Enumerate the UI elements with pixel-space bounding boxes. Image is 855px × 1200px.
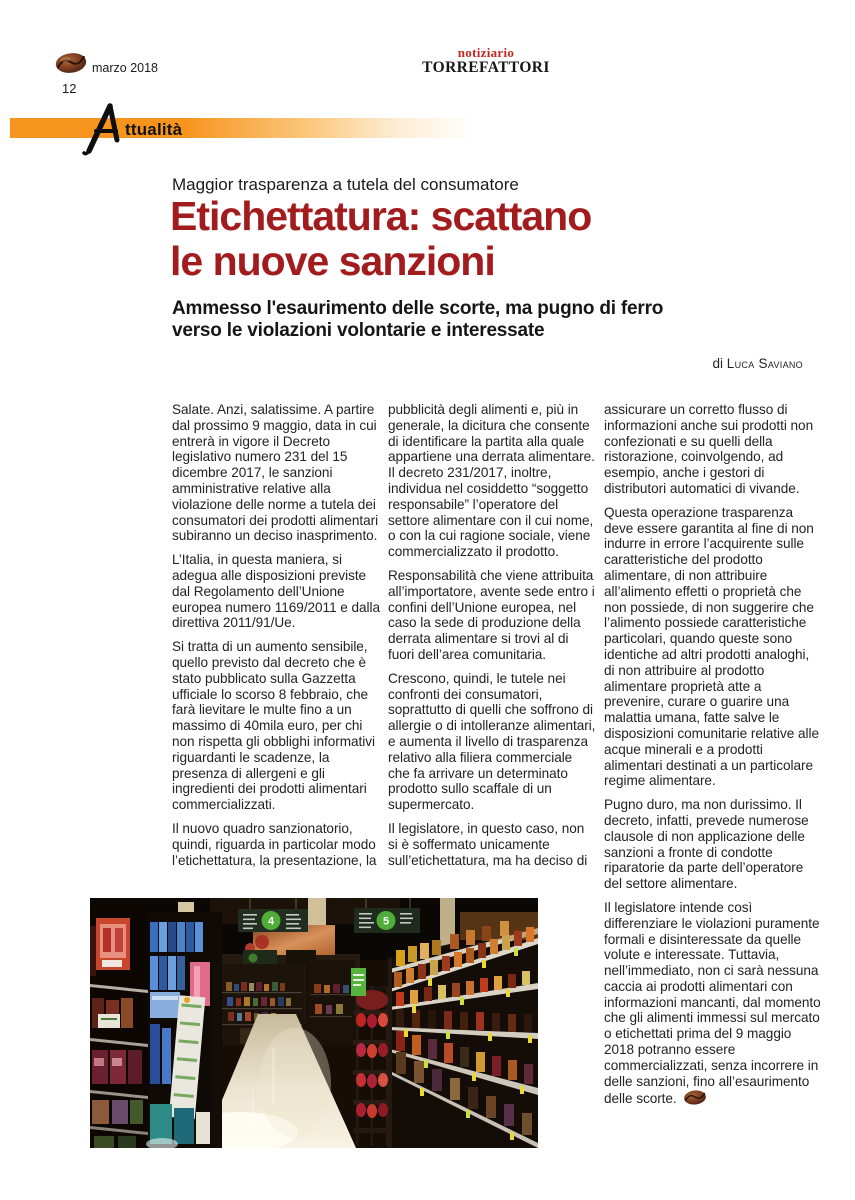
byline-author: Luca Saviano xyxy=(726,356,803,371)
article-standfirst xyxy=(172,298,772,342)
body-paragraph xyxy=(604,900,821,1107)
right-shelf xyxy=(388,912,538,1148)
section-label: ttualità xyxy=(125,120,183,139)
sale-tag xyxy=(351,968,366,996)
masthead-top-label: notiziario xyxy=(457,45,515,60)
issue-date: marzo 2018 xyxy=(92,61,159,75)
body-column-2 xyxy=(388,402,596,876)
standfirst-line2: verso le violazioni volontarie e interessate xyxy=(172,320,545,341)
article-title-line2: le nuove sanzioni xyxy=(170,238,495,284)
body-column-1 xyxy=(172,402,380,876)
masthead-logo xyxy=(418,46,554,76)
byline-prefix: di xyxy=(712,356,727,371)
section-initial-letter xyxy=(82,103,124,157)
body-paragraph-text: Il legislatore intende così differenziare le violazioni puramente formali e disinteressate da quelle volute e interessate. Tuttavia, nell’immediato, non ci sarà nessuna caccia ai prodotti alimentari con informazioni mancanti, dal momento che gli alimenti immessi sul mercato o etichettati prima del 9 maggio 2018 potranno essere commercializzati, senza incorrere in delle sanzioni, fino all’esaurimento delle scorte. xyxy=(604,899,821,1107)
body-paragraph: Responsabilità che viene attribuita all’importatore, avente sede entro i confini dell’Unione europea, nel caso la sede di produzione della derrata alimentare si trovi al di fuori dell’area comunitaria. xyxy=(388,567,595,662)
water-bottle-shelf xyxy=(146,912,222,1148)
body-paragraph: pubblicità degli alimenti e, più in generale, la dicitura che consente di identificare la partita alla quale appartiene una derrata alimentare. Il decreto 231/2017, inoltre, individua nel cosiddetto “soggetto responsabile” l’operatore del settore alimentare con il cui nome, o con la cui ragione sociale, viene commercializzato il prodotto. xyxy=(388,402,595,560)
left-shelf xyxy=(90,906,148,1148)
coffee-bean-icon xyxy=(52,47,90,79)
supermarket-aisle-photo xyxy=(90,898,538,1148)
body-paragraph: Pugno duro, ma non durissimo. Il decreto, infatti, prevede numerose clausole di non applicazione delle sanzioni a fronte di condotte riparatorie da parte dell’operatore del settore alimentare. xyxy=(604,797,809,892)
body-paragraph: Il legislatore, in questo caso, non si è soffermato unicamente sull’etichettatura, ma ha deciso di xyxy=(388,820,588,868)
deli-canopy xyxy=(243,950,277,966)
body-column-3 xyxy=(604,402,821,1115)
masthead-main-label: TORREFATTORI xyxy=(422,58,550,76)
coffee-bean-icon xyxy=(681,1088,709,1108)
aisle-number-4: 4 xyxy=(267,915,275,928)
body-paragraph: assicurare un corretto flusso di informazioni anche sui prodotti non confezionati e su quelli della ristorazione, coinvolgendo, ad esempio, anche i gestori di distributori automatici di vivande. xyxy=(604,402,814,496)
body-paragraph: Salate. Anzi, salatissime. A partire dal prossimo 9 maggio, data in cui entrerà in vigore il Decreto legislativo numero 231 del 15 dicembre 2017, le sanzioni amministrative relative alla violazione delle norme a tutela dei consumatori dei prodotti alimentari subiranno un deciso inasprimento. xyxy=(172,402,379,544)
article-kicker: Maggior trasparenza a tutela del consumatore xyxy=(172,175,519,194)
article-title xyxy=(170,194,790,284)
body-paragraph: Il nuovo quadro sanzionatorio, quindi, riguarda in particolar modo l’etichettatura, la presentazione, la xyxy=(172,820,377,868)
article-title-line1: Etichettatura: scattano xyxy=(170,193,592,239)
page-number: 12 xyxy=(62,81,77,96)
byline xyxy=(713,356,803,371)
aisle-number-5: 5 xyxy=(382,915,390,928)
standfirst-line1: Ammesso l'esaurimento delle scorte, ma pugno di ferro xyxy=(172,298,664,319)
body-paragraph: Questa operazione trasparenza deve essere garantita al fine di non indurre in errore l’acquirente sulle caratteristiche del prodotto alimentare, di non attribuire all’alimento effetti o proprietà che non possiede, di non suggerire che l’alimento possiede caratteristiche particolari, quando queste sono identiche ad altri prodotti analoghi, di non attribuire al prodotto alimentare proprietà atte a prevenire, curare o guarire una malattia umana, fatte salve le disposizioni comunitarie relative alle acque minerali e a prodotti alimentari destinati a un particolare regime alimentare. xyxy=(604,504,819,789)
body-paragraph: Si tratta di un aumento sensibile, quello previsto dal decreto che è stato pubblicato sulla Gazzetta ufficiale lo scorso 8 febbraio, che farà lievitare le multe fino a un massimo di 40mila euro, per chi non rispetta gli obblighi informativi riguardanti le scadenze, la presenza di allergeni e gli ingredienti dei prodotti alimentari commercializzati. xyxy=(172,639,375,813)
body-paragraph: Crescono, quindi, le tutele nei confronti dei consumatori, soprattutto di quelli che soffrono di allergie o di intolleranze alimentari, e aumenta il livello di trasparenza relativo alla filiera commerciale che fa arrivare un determinato prodotto sullo scaffale di un supermercato. xyxy=(388,670,596,813)
body-paragraph: L’Italia, in questa maniera, si adegua alle disposizioni previste dal Regolamento dell’Unione europea numero 1169/2011 e dalla direttiva 2011/91/Ue. xyxy=(172,552,381,631)
